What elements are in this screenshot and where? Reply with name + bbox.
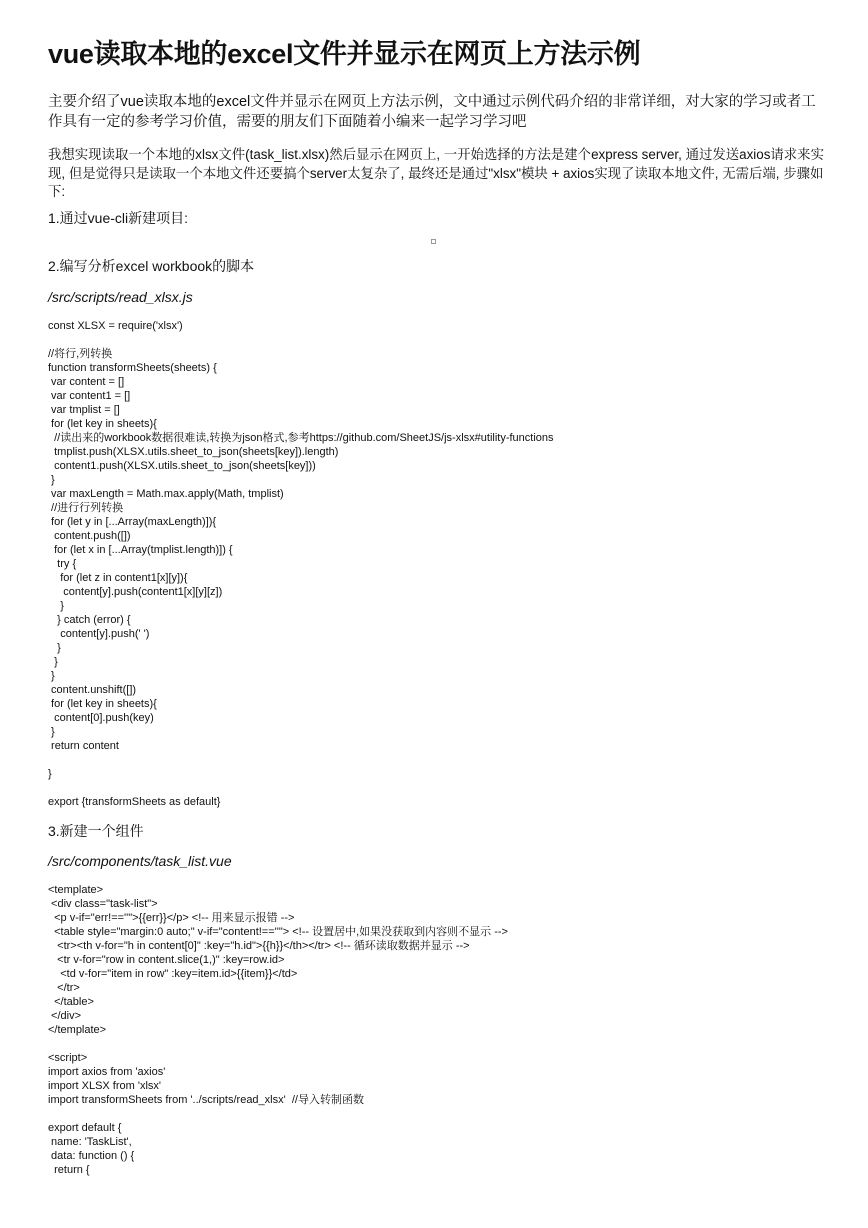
body-paragraph: 我想实现读取一个本地的xlsx文件(task_list.xlsx)然后显示在网页上, 一开始选择的方法是建个express server, 通过发送axios请求来实现, 但是觉得只是读取一个本地文件还要搞个server太复杂了, 最终还是通过"xlsx"模块 + axios实现了读取本地文件, 无需后端, 步骤如下: bbox=[48, 147, 824, 199]
code-line: } bbox=[48, 670, 55, 682]
code-line: import transformSheets from '../scripts/read_xlsx' //导入转制函数 bbox=[48, 1094, 364, 1106]
code-line bbox=[48, 1107, 838, 1121]
code-line: <div class="task-list"> bbox=[48, 898, 158, 910]
code-line: export {transformSheets as default} bbox=[48, 796, 221, 808]
code-line: } bbox=[48, 642, 61, 654]
page-title: vue读取本地的excel文件并显示在网页上方法示例 bbox=[48, 39, 641, 69]
code-line: content[0].push(key) bbox=[48, 712, 154, 724]
file-path-task-list: /src/components/task_list.vue bbox=[48, 853, 232, 869]
code-line: </table> bbox=[48, 996, 94, 1008]
code-line bbox=[48, 781, 838, 795]
code-line: } bbox=[48, 726, 55, 738]
code-line: content[y].push(' ') bbox=[48, 628, 150, 640]
code-line: } bbox=[48, 768, 52, 780]
code-line: var content1 = [] bbox=[48, 390, 131, 402]
code-line: //进行行列转换 bbox=[48, 502, 124, 514]
code-line: content.unshift([]) bbox=[48, 684, 137, 696]
code-line: </tr> bbox=[48, 982, 80, 994]
code-line: function transformSheets(sheets) { bbox=[48, 362, 217, 374]
code-line: } bbox=[48, 474, 55, 486]
step-heading-3: 3.新建一个组件 bbox=[48, 823, 144, 839]
code-line bbox=[48, 333, 838, 347]
code-line: return content bbox=[48, 740, 119, 752]
code-line: //读出来的workbook数据很难读,转换为json格式,参考https://github.com/SheetJS/js-xlsx#utility-functions bbox=[48, 432, 554, 444]
code-line: } catch (error) { bbox=[48, 614, 131, 626]
code-line: </template> bbox=[48, 1024, 107, 1036]
code-line: const XLSX = require('xlsx') bbox=[48, 320, 183, 332]
code-line bbox=[48, 753, 838, 767]
code-line: export default { bbox=[48, 1122, 122, 1134]
code-line: <tr v-for="row in content.slice(1,)" :key=row.id> bbox=[48, 954, 285, 966]
code-line: for (let key in sheets){ bbox=[48, 698, 157, 710]
step-heading-2: 2.编写分析excel workbook的脚本 bbox=[48, 258, 255, 274]
code-line: for (let y in [...Array(maxLength)]){ bbox=[48, 516, 217, 528]
code-line: } bbox=[48, 656, 58, 668]
code-line: <script> bbox=[48, 1052, 88, 1064]
code-line: import XLSX from 'xlsx' bbox=[48, 1080, 162, 1092]
code-line: } bbox=[48, 600, 64, 612]
code-line: try { bbox=[48, 558, 77, 570]
broken-image-icon bbox=[431, 239, 436, 244]
code-line: data: function () { bbox=[48, 1150, 135, 1162]
code-line: tmplist.push(XLSX.utils.sheet_to_json(sheets[key]).length) bbox=[48, 446, 339, 458]
code-line: <template> bbox=[48, 884, 104, 896]
code-line: <p v-if="err!==''">{{err}}</p> <!-- 用来显示报错 --> bbox=[48, 912, 295, 924]
code-line: return { bbox=[48, 1164, 90, 1176]
code-line: name: 'TaskList', bbox=[48, 1136, 132, 1148]
code-line: content.push([]) bbox=[48, 530, 131, 542]
code-line: <table style="margin:0 auto;" v-if="content!==''"> <!-- 设置居中,如果没获取到内容则不显示 --> bbox=[48, 926, 508, 938]
code-block-read-xlsx bbox=[48, 319, 838, 809]
code-line: for (let key in sheets){ bbox=[48, 418, 157, 430]
code-line: </div> bbox=[48, 1010, 82, 1022]
file-path-read-xlsx: /src/scripts/read_xlsx.js bbox=[48, 289, 193, 305]
code-line: content1.push(XLSX.utils.sheet_to_json(sheets[key])) bbox=[48, 460, 316, 472]
code-line: for (let z in content1[x][y]){ bbox=[48, 572, 188, 584]
code-line: //将行,列转换 bbox=[48, 348, 113, 360]
code-line bbox=[48, 1037, 838, 1051]
code-line: for (let x in [...Array(tmplist.length)]) { bbox=[48, 544, 233, 556]
code-line: content[y].push(content1[x][y][z]) bbox=[48, 586, 223, 598]
step-heading-1: 1.通过vue-cli新建项目: bbox=[48, 210, 189, 226]
code-line: var tmplist = [] bbox=[48, 404, 120, 416]
code-block-task-list bbox=[48, 883, 838, 1177]
code-line: var content = [] bbox=[48, 376, 125, 388]
code-line: <tr><th v-for="h in content[0]" :key="h.id">{{h}}</th></tr> <!-- 循环读取数据并显示 --> bbox=[48, 940, 470, 952]
intro-paragraph: 主要介绍了vue读取本地的excel文件并显示在网页上方法示例，文中通过示例代码介绍的非常详细，对大家的学习或者工作具有一定的参考学习价值，需要的朋友们下面随着小编来一起学习学习吧 bbox=[48, 94, 816, 130]
code-line: <td v-for="item in row" :key=item.id>{{item}}</td> bbox=[48, 968, 298, 980]
code-line: var maxLength = Math.max.apply(Math, tmplist) bbox=[48, 488, 284, 500]
code-line: import axios from 'axios' bbox=[48, 1066, 166, 1078]
